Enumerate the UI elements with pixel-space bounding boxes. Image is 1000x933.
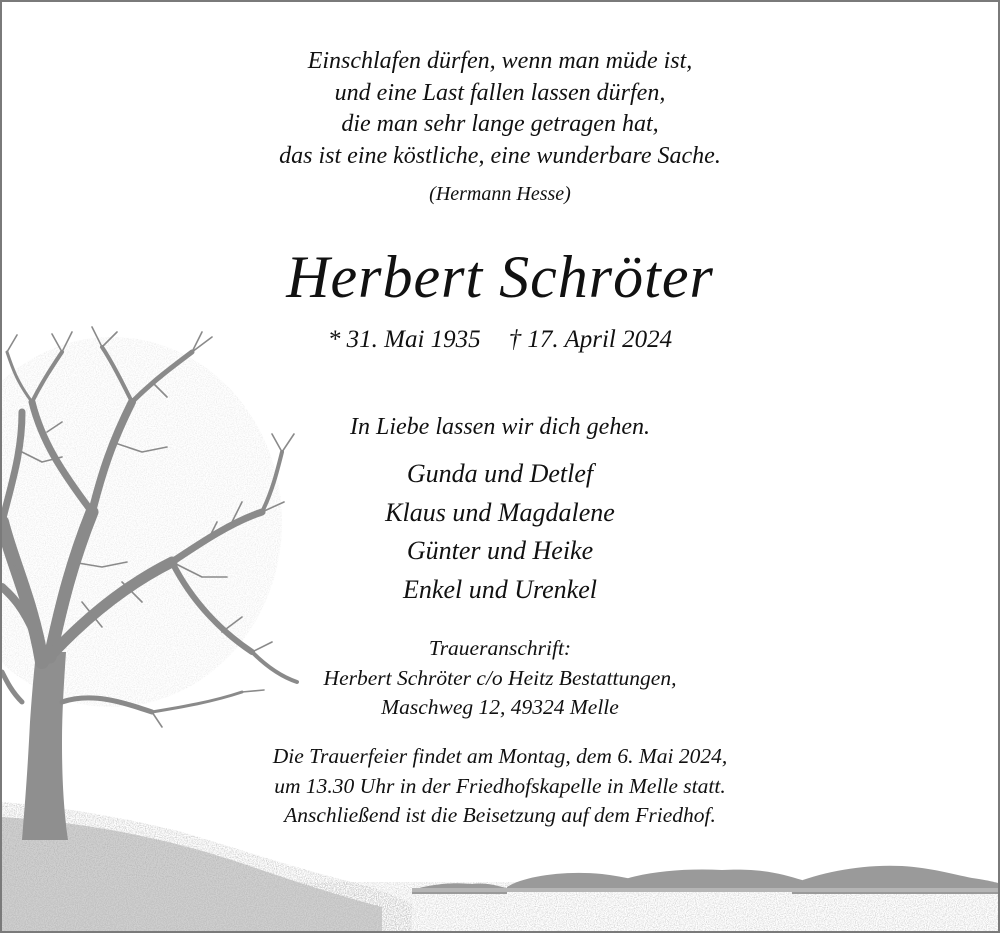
poem-line: das ist eine köstliche, eine wunderbare Sache. <box>279 142 721 169</box>
mourner-entry: Enkel und Urenkel <box>403 574 597 604</box>
death-date: † 17. April 2024 <box>508 326 673 353</box>
poem <box>2 46 998 172</box>
mourner-entry: Günter und Heike <box>406 536 594 565</box>
poem-line: und eine Last fallen lassen dürfen, <box>334 79 666 106</box>
ceremony-line: Anschließend ist die Beisetzung auf dem Friedhof. <box>284 803 716 827</box>
mourners-list <box>2 455 998 609</box>
life-dates <box>2 326 998 354</box>
horizon-hills <box>412 866 998 894</box>
ceremony-line: um 13.30 Uhr in der Friedhofskapelle in Melle statt. <box>274 773 726 798</box>
birth-date: * 31. Mai 1935 <box>327 326 481 353</box>
poem-author: (Hermann Hesse) <box>429 183 571 205</box>
mourner-entry: Gunda und Detlef <box>406 459 594 488</box>
address-line: Maschweg 12, 49324 Melle <box>381 695 619 719</box>
address-line: Herbert Schröter c/o Heitz Bestattungen, <box>323 665 677 690</box>
ceremony-info <box>2 742 998 831</box>
ceremony-line: Die Trauerfeier findet am Montag, dem 6. Mai 2024, <box>272 744 728 768</box>
mourning-address <box>2 634 998 723</box>
farewell-line: In Liebe lassen wir dich gehen. <box>350 414 650 440</box>
poem-line: die man sehr lange getragen hat, <box>341 111 659 137</box>
deceased-name: Herbert Schröter <box>286 244 714 310</box>
poem-line: Einschlafen dürfen, wenn man müde ist, <box>307 48 693 74</box>
mourner-entry: Klaus und Magdalene <box>385 497 615 527</box>
address-label: Traueranschrift: <box>428 636 572 660</box>
